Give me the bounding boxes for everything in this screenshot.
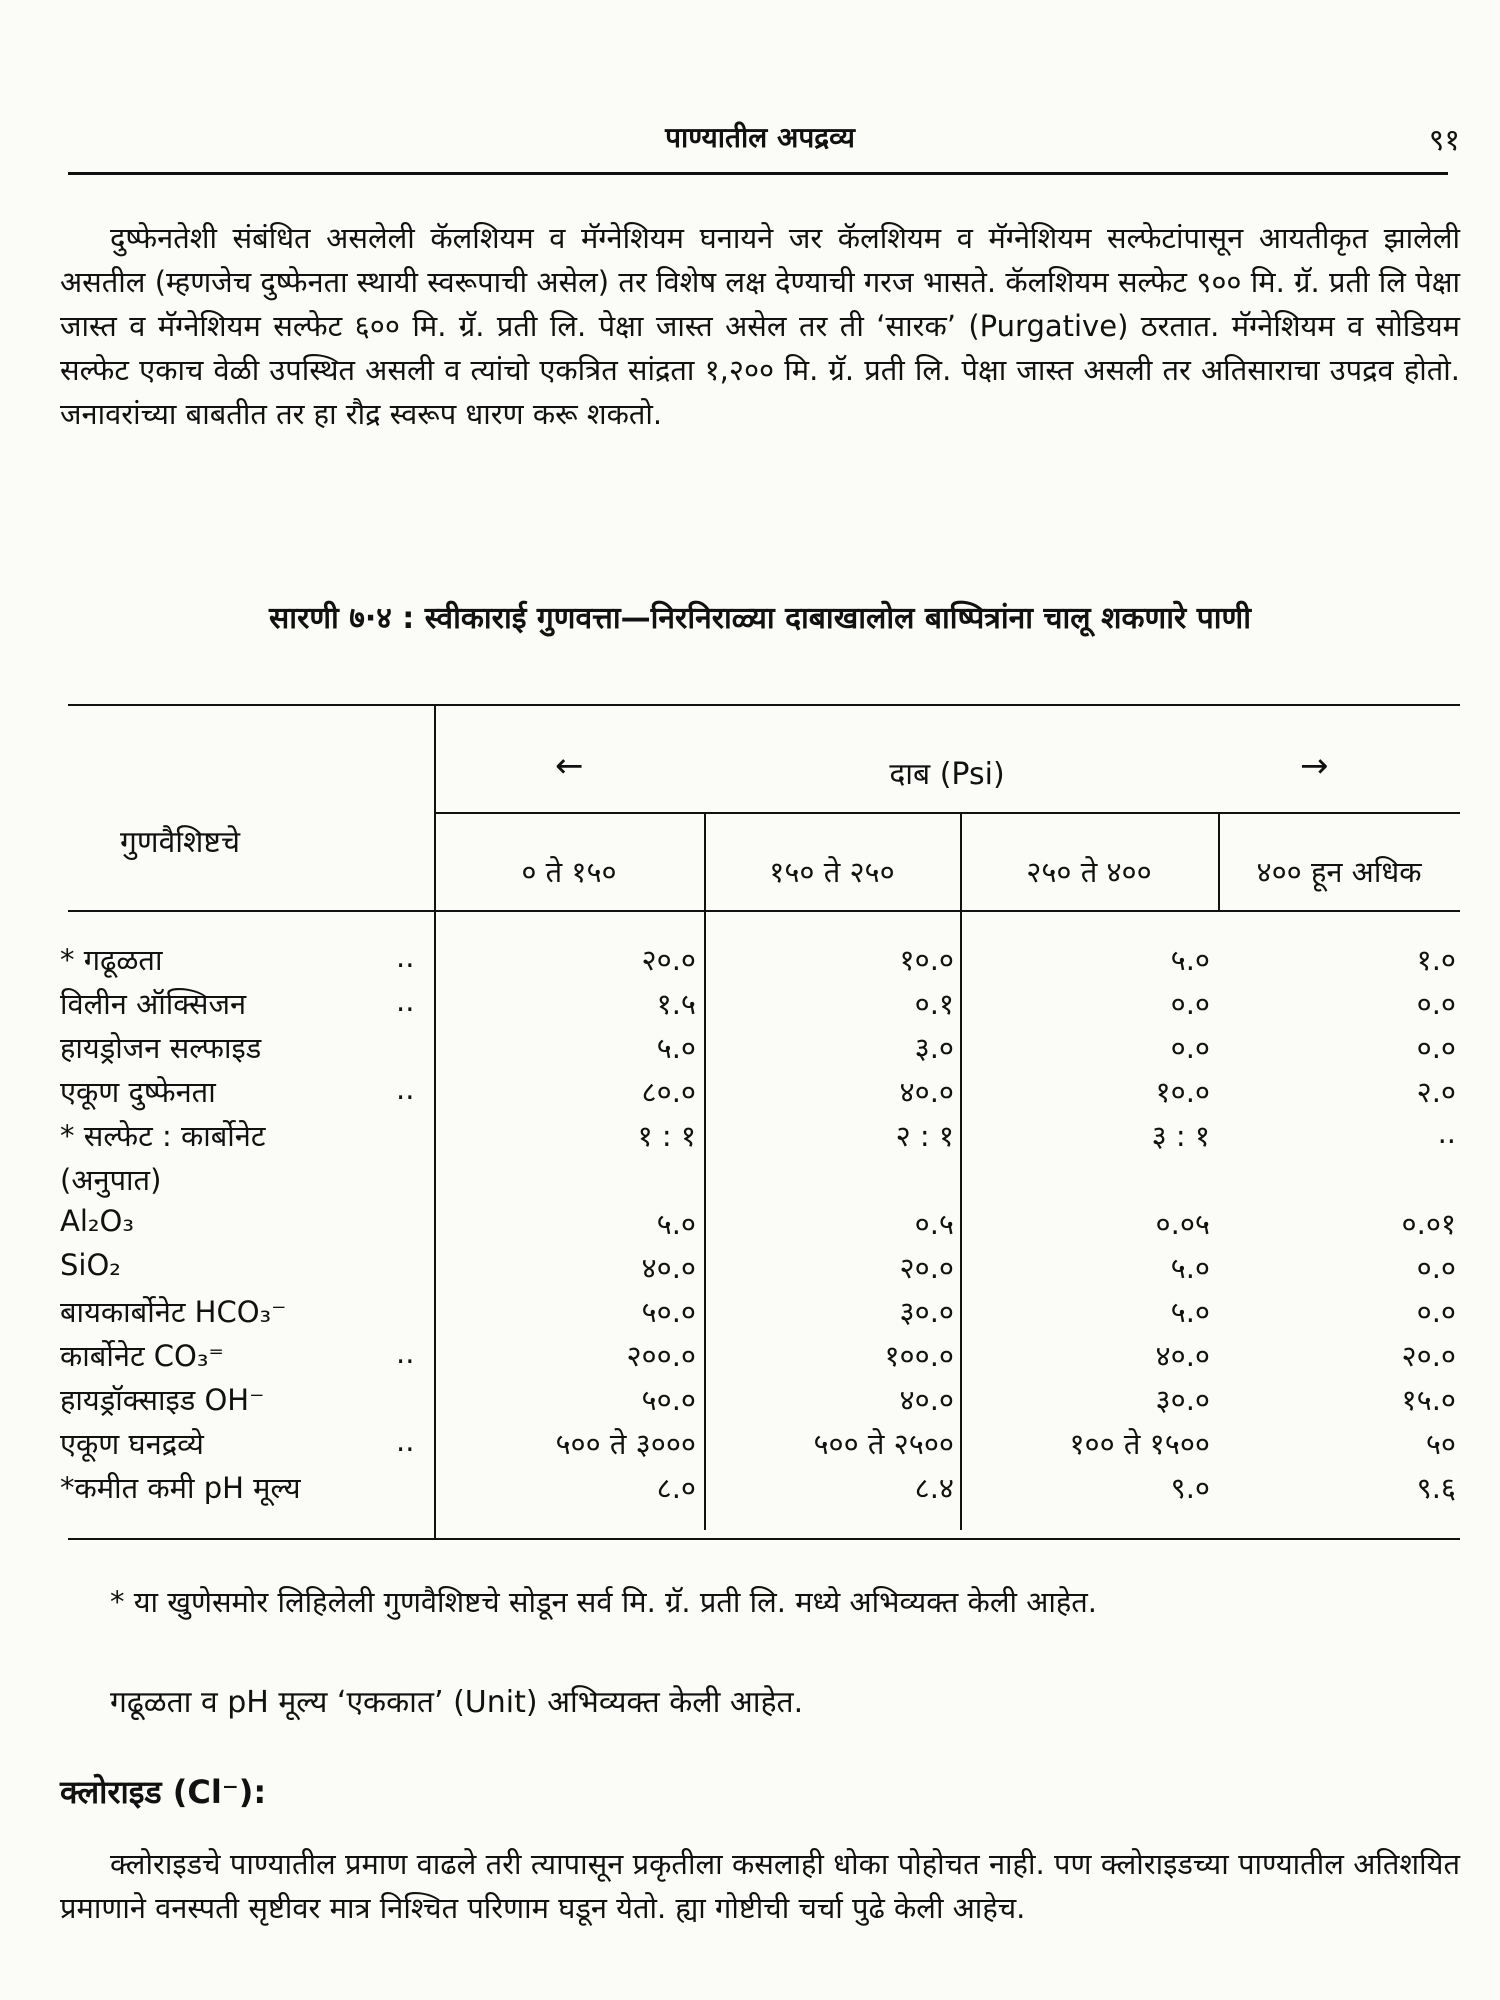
property-header: गुणवैशिष्टचे (120, 825, 240, 860)
table-row (0, 1248, 1500, 1292)
cell-value: ८.० (656, 1471, 696, 1505)
arrow-left-icon: ← (555, 746, 584, 786)
cell-value: ५.० (656, 1031, 696, 1065)
row-label: SiO₂ (60, 1248, 121, 1282)
row-label: कार्बोनेट CO₃⁼ (60, 1339, 224, 1373)
cell-value: २.० (1416, 1075, 1456, 1109)
table-header-rule (68, 910, 1460, 912)
cell-value: ५० (1425, 1427, 1456, 1461)
table-row (0, 1336, 1500, 1380)
cell-value: ०.०५ (1155, 1207, 1210, 1241)
header-rule (68, 172, 1448, 175)
row-label: हायड्रोजन सल्फाइड (60, 1031, 262, 1065)
cell-value: ०.० (1416, 1295, 1456, 1329)
row-label: *कमीत कमी pH मूल्य (60, 1471, 301, 1505)
table-row (0, 1204, 1500, 1248)
row-label: * सल्फेट : कार्बोनेट (60, 1119, 266, 1153)
table-caption: सारणी ७·४ : स्वीकाराई गुणवत्ता—निरनिराळ्या दाबाखालोल बाष्पित्रांना चालू शकणारे पाणी (269, 601, 1251, 636)
pressure-header: दाब (Psi) (889, 757, 1005, 792)
section-paragraph (60, 1842, 1460, 1930)
arrow-right-icon: → (1300, 746, 1329, 786)
cell-value: ०.० (1416, 1031, 1456, 1065)
table-row (0, 1072, 1500, 1116)
cell-value: १.० (1416, 943, 1456, 977)
cell-value: ८०.० (641, 1075, 696, 1109)
section-heading: क्लोराइड (Cl⁻): (60, 1773, 267, 1811)
cell-value: ४०.० (1155, 1339, 1210, 1373)
section-paragraph-text: क्लोराइडचे पाण्यातील प्रमाण वाढले तरी त्यापासून प्रकृतीला कसलाही धोका पोहोचत नाही. पण क्लोराइडच्या पाण्यातील अतिशयित प्रमाणाने वनस्पती सृष्टीवर मात्र निश्चित परिणाम घडून येतो. ह्या गोष्टीची चर्चा पुढे केली आहेच. (60, 1847, 1460, 1925)
leader-dots: .. (396, 1336, 415, 1370)
row-label: Al₂O₃ (60, 1204, 134, 1238)
cell-value: ०.०१ (1401, 1207, 1456, 1241)
row-label: विलीन ऑक्सिजन (60, 987, 247, 1021)
cell-value: २०.० (641, 943, 696, 977)
cell-value: ५०.० (641, 1383, 696, 1417)
cell-value: ०.० (1416, 1251, 1456, 1285)
running-title: पाण्यातील अपद्रव्य (665, 121, 855, 154)
cell-value: २०.० (1401, 1339, 1456, 1373)
table-row (0, 1292, 1500, 1336)
cell-value: ८.४ (914, 1471, 954, 1505)
cell-value: १ : १ (637, 1119, 696, 1153)
leader-dots: .. (396, 940, 415, 974)
cell-value: ९.० (1170, 1471, 1210, 1505)
cell-value: १०० ते १५०० (1069, 1427, 1210, 1461)
footnote-1-text: * या खुणेसमोर लिहिलेली गुणवैशिष्टचे सोडून सर्व मि. ग्रॅ. प्रती लि. मध्ये अभिव्यक्त केली आहेत. (110, 1585, 1098, 1619)
page-number: ९१ (1428, 123, 1460, 158)
range-header: २५० ते ४०० (1026, 855, 1152, 889)
cell-value: ५.० (1170, 1295, 1210, 1329)
row-label: एकूण घनद्रव्ये (60, 1427, 204, 1461)
range-header: ० ते १५० (521, 855, 617, 889)
table-row (0, 1160, 1500, 1204)
table-row (0, 1424, 1500, 1468)
footnote-1 (60, 1580, 1460, 1624)
row-label: (अनुपात) (60, 1163, 162, 1197)
cell-value: १००.० (884, 1339, 954, 1373)
table-row (0, 984, 1500, 1028)
cell-value: ३०.० (899, 1295, 954, 1329)
cell-value: १०.० (899, 943, 954, 977)
pressure-sub-rule (434, 812, 1460, 814)
leader-dots: .. (396, 984, 415, 1018)
cell-value: ०.० (1170, 1031, 1210, 1065)
intro-paragraph (60, 216, 1460, 436)
cell-value: २ : १ (895, 1119, 954, 1153)
leader-dots: .. (396, 1424, 415, 1458)
cell-value: ४०.० (899, 1075, 954, 1109)
leader-dots: .. (396, 1072, 415, 1106)
table-row (0, 1380, 1500, 1424)
cell-value: ५.० (1170, 1251, 1210, 1285)
row-label: एकूण दुष्फेनता (60, 1075, 216, 1109)
row-label: * गढूळता (60, 943, 163, 977)
cell-value: ०.५ (914, 1207, 954, 1241)
table-row (0, 1028, 1500, 1072)
cell-value: ०.० (1170, 987, 1210, 1021)
cell-value: १.५ (656, 987, 696, 1021)
running-header (60, 118, 1460, 158)
row-label: बायकार्बोनेट HCO₃⁻ (60, 1295, 287, 1329)
table-row (0, 940, 1500, 984)
cell-value: ९.६ (1416, 1471, 1456, 1505)
cell-value: २००.० (626, 1339, 696, 1373)
cell-value: ४०.० (641, 1251, 696, 1285)
cell-value: १५.० (1401, 1383, 1456, 1417)
cell-value: ४०.० (899, 1383, 954, 1417)
table-top-rule (68, 704, 1460, 706)
row-label: हायड्रॉक्साइड OH⁻ (60, 1383, 265, 1417)
cell-value: ०.१ (914, 987, 954, 1021)
table-bottom-rule (68, 1538, 1460, 1540)
footnote-2: गढूळता व pH मूल्य ‘एककात’ (Unit) अभिव्यक्त केली आहेत. (110, 1685, 804, 1720)
cell-value: ५.० (656, 1207, 696, 1241)
cell-value: ३ : १ (1151, 1119, 1210, 1153)
cell-value: ५.० (1170, 943, 1210, 977)
intro-paragraph-text: दुष्फेनतेशी संबंधित असलेली कॅलशियम व मॅग्नेशियम घनायने जर कॅलशियम व मॅग्नेशियम सल्फेटांपासून आयतीकृत झालेली असतील (म्हणजेच दुष्फेनता स्थायी स्वरूपाची असेल) तर विशेष लक्ष देण्याची गरज भासते. कॅलशियम सल्फेट ९०० मि. ग्रॅ. प्रती लि पेक्षा जास्त व मॅग्नेशियम सल्फेट ६०० मि. ग्रॅ. प्रती लि. पेक्षा जास्त असेल तर ती ‘सारक’ (Purgative) ठरतात. मॅग्नेशियम व सोडियम सल्फेट एकाच वेळी उपस्थित असली व त्यांचो एकत्रित सांद्रता १,२०० मि. ग्रॅ. प्रती लि. पेक्षा जास्त असली तर अतिसाराचा उपद्रव होतो. जनावरांच्या बाबतीत तर हा रौद्र स्वरूप धारण करू शकतो. (60, 221, 1460, 431)
range-header: ४०० हून अधिक (1256, 855, 1422, 889)
table-row (0, 1116, 1500, 1160)
cell-value: ५०० ते २५०० (813, 1427, 954, 1461)
cell-value: ५०० ते ३००० (555, 1427, 696, 1461)
cell-value: १०.० (1155, 1075, 1210, 1109)
table-row (0, 1468, 1500, 1512)
cell-value: ५०.० (641, 1295, 696, 1329)
cell-value: .. (1437, 1116, 1456, 1150)
range-header: १५० ते २५० (769, 855, 895, 889)
cell-value: ३.० (914, 1031, 954, 1065)
cell-value: ०.० (1416, 987, 1456, 1021)
cell-value: ३०.० (1155, 1383, 1210, 1417)
cell-value: २०.० (899, 1251, 954, 1285)
